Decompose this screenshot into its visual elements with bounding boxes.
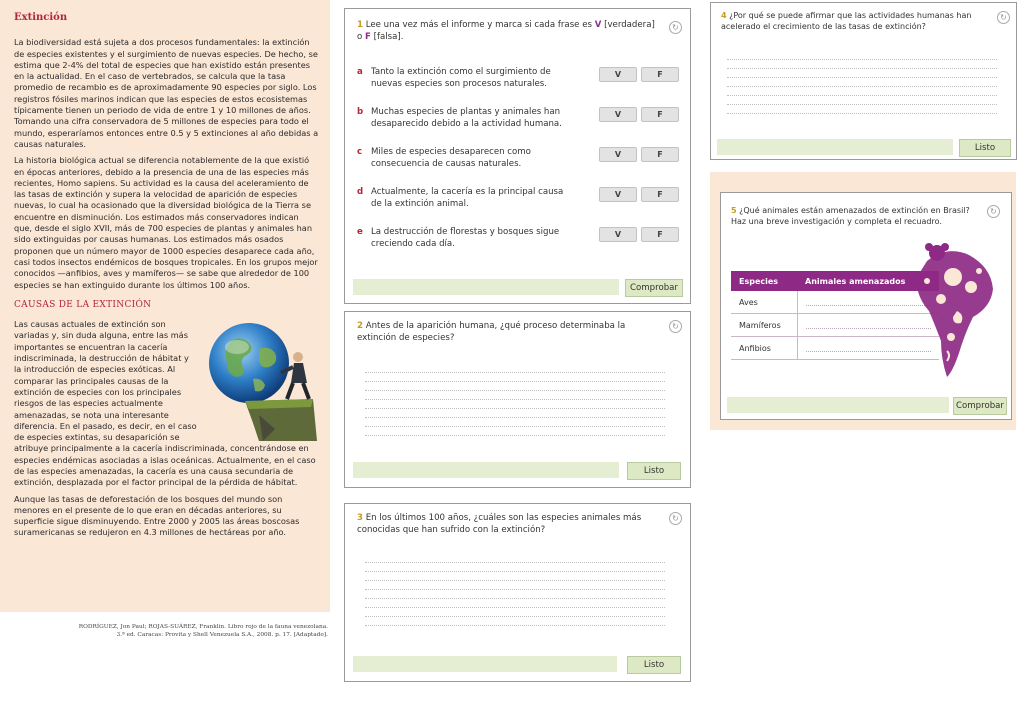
statement-a-true-button[interactable]: V bbox=[599, 67, 637, 82]
row-label-aves: Aves bbox=[731, 291, 797, 314]
statement-letter: b bbox=[357, 107, 364, 117]
south-america-animals-illustration bbox=[907, 241, 997, 379]
statement-b-true-button[interactable]: V bbox=[599, 107, 637, 122]
statement-d-true-button[interactable]: V bbox=[599, 187, 637, 202]
reading-paragraph-4: Aunque las tasas de deforestación de los bosques del mundo son menores en el presente de lo que eran en décadas anteriores, su superficie sigue disminuyendo. Entre 2000 y 2005 las áreas boscosas suramericanas se redujeron en 4.3 millones de hectáreas por año. bbox=[14, 493, 300, 538]
question-1-prompt bbox=[357, 19, 657, 43]
question-3-done-button[interactable]: Listo bbox=[627, 656, 681, 674]
statement-b-false-button[interactable]: F bbox=[641, 107, 679, 122]
causes-block bbox=[14, 319, 319, 488]
question-4-done-button[interactable]: Listo bbox=[959, 139, 1011, 157]
question-2-prompt bbox=[357, 320, 657, 344]
question-3-answer-bar bbox=[353, 656, 617, 672]
statement-c-false-button[interactable]: F bbox=[641, 147, 679, 162]
question-4-reset-icon[interactable]: ↻ bbox=[997, 11, 1010, 24]
reading-paragraph-1: La biodiversidad está sujeta a dos procesos fundamentales: la extinción de especies existentes y el surgimiento de nuevas especies. De hecho, se estima que 2-4% del total de especies que han existido están presentes en la actualidad. En el caso de vertebrados, se calcula que la tasa promedio de recambio es de aproximadamente 90 especies por siglo. Los registros fósiles marinos indican que las especies de estos ecosistemas típicamente tienen un periodo de vida de entre 1 y 10 millones de años. Tomando una cifra conservadora de 5 millones de especies para todo el mundo, esperaríamos entonces entre 0.5 y 5 extinciones al año debidas a causas naturales. bbox=[14, 37, 319, 149]
statement-text: Muchas especies de plantas y animales han desaparecido debido a la actividad humana. bbox=[371, 107, 562, 129]
statement-letter: d bbox=[357, 187, 364, 197]
question-2-answer-area[interactable] bbox=[365, 372, 665, 444]
question-2-number: 2 bbox=[357, 321, 363, 331]
row-label-anfibios: Anfibios bbox=[731, 337, 797, 360]
statement-a-false-button[interactable]: F bbox=[641, 67, 679, 82]
reading-subtitle: CAUSAS DE LA EXTINCIÓN bbox=[14, 299, 152, 310]
question-3-reset-icon[interactable]: ↻ bbox=[669, 512, 682, 525]
question-4-number: 4 bbox=[721, 11, 727, 20]
statement-text: Miles de especies desaparecen como consecuencia de causas naturales. bbox=[371, 147, 531, 169]
column-species-header: Especies bbox=[731, 271, 797, 291]
row-label-mamiferos: Mamíferos bbox=[731, 314, 797, 337]
citation-line-2: 3.ª ed. Caracas: Provita y Shell Venezuela S.A., 2008. p. 17. [Adaptado]. bbox=[116, 632, 328, 638]
question-5-answer-bar bbox=[727, 397, 949, 413]
question-4-prompt bbox=[721, 10, 993, 32]
question-5-number: 5 bbox=[731, 206, 737, 215]
question-1-text-a: Lee una vez más el informe y marca si cada frase es bbox=[365, 20, 595, 30]
question-4-text: ¿Por qué se puede afirmar que las actividades humanas han acelerado el crecimiento de las tasas de extinción? bbox=[721, 11, 972, 31]
question-5-check-button[interactable]: Comprobar bbox=[953, 397, 1007, 415]
question-1-reset-icon[interactable]: ↻ bbox=[669, 21, 682, 34]
question-4-answer-bar bbox=[717, 139, 953, 155]
statement-d-false-button[interactable]: F bbox=[641, 187, 679, 202]
question-4-card bbox=[710, 2, 1017, 160]
reading-content bbox=[14, 8, 319, 544]
statement-letter: a bbox=[357, 67, 363, 77]
statement-e-false-button[interactable]: F bbox=[641, 227, 679, 242]
question-3-prompt bbox=[357, 512, 657, 536]
reading-title: Extinción bbox=[14, 12, 68, 23]
question-2-card bbox=[344, 311, 691, 488]
question-2-text: Antes de la aparición humana, ¿qué proceso determinaba la extinción de especies? bbox=[357, 321, 626, 343]
statement-text: Actualmente, la cacería es la principal causa de la extinción animal. bbox=[371, 187, 564, 209]
question-2-reset-icon[interactable]: ↻ bbox=[669, 320, 682, 333]
question-2-done-button[interactable]: Listo bbox=[627, 462, 681, 480]
man-pushing-globe-illustration bbox=[201, 319, 319, 441]
reading-paragraph-2: La historia biológica actual se diferencia notablemente de la que existió en épocas anteriores, debido a la presencia de una de las especies más recientes, Homo sapiens. Su actividad es la causa del aceleramiento de las tasas de extinción y supera la velocidad de aparición de especies nuevas, lo cual ha ocasionado que la diversidad biológica de la Tierra se encuentre en disminución. Los estimados más conservadores indican que, desde el siglo XVII, más de 700 especies de plantas y animales han sido extinguidas por causas humanas. Los estimados más osados proponen que un número mayor de 1000 especies desaparece cada año, casi todos insectos endémicos de bosques tropicales. En los grupos mejor conocidos —anfibios, aves y mamíferos— se sabe que alrededor de 100 especies se han extinguido durante los últimos 100 años. bbox=[14, 155, 318, 290]
question-2-answer-bar bbox=[353, 462, 619, 478]
column-threatened-header: Animales amenazados bbox=[797, 271, 939, 291]
question-3-number: 3 bbox=[357, 513, 363, 523]
statement-text: La destrucción de florestas y bosques sigue creciendo cada día. bbox=[371, 227, 560, 249]
question-5-prompt bbox=[731, 205, 983, 227]
statement-letter: e bbox=[357, 227, 363, 237]
question-3-text: En los últimos 100 años, ¿cuáles son las especies animales más conocidas que han sufrido con la extinción? bbox=[357, 513, 642, 535]
f-mark: F bbox=[365, 32, 371, 42]
reading-panel bbox=[0, 0, 330, 612]
reading-paragraph-3: Las causas actuales de extinción son variadas y, sin duda alguna, entre las más importantes se encuentran la cacería indiscriminada, la destrucción de hábitat y la introducción de especies exóticas. Al comparar las principales causas de la extinción de especies con los principales riesgos de las especies actualmente amenazadas, se nota una interesante diferencia. En el pasado, es decir, en el caso de especies extintas, su desaparición se atribuye principalmente a la cacería indiscriminada, concentrándose en especies endémicas asociadas a islas oceánicas. Actualmente, en el caso de las especies amenazadas, la cacería es una causa secundaria de extinción, desplazada por el factor principal de la pérdida de hábitat. bbox=[14, 319, 316, 488]
question-5-reset-icon[interactable]: ↻ bbox=[987, 205, 1000, 218]
statement-letter: c bbox=[357, 147, 363, 157]
statement-text: Tanto la extinción como el surgimiento de nuevas especies son procesos naturales. bbox=[371, 67, 551, 89]
question-1-number: 1 bbox=[357, 20, 363, 30]
question-1-text-c: [falsa]. bbox=[370, 32, 404, 42]
citation-line-1: RODRÍGUEZ, Jon Paul; ROJAS-SUÁREZ, Franklin. Libro rojo de la fauna venezolana. bbox=[78, 624, 328, 630]
question-1-check-button[interactable]: Comprobar bbox=[625, 279, 683, 297]
statement-e-true-button[interactable]: V bbox=[599, 227, 637, 242]
question-1-feedback-bar bbox=[353, 279, 619, 295]
v-mark: V bbox=[594, 20, 602, 30]
question-3-card bbox=[344, 503, 691, 682]
question-3-answer-area[interactable] bbox=[365, 562, 665, 634]
question-4-answer-area[interactable] bbox=[727, 59, 997, 122]
statement-c-true-button[interactable]: V bbox=[599, 147, 637, 162]
question-5-card bbox=[720, 192, 1012, 420]
question-5-text: ¿Qué animales están amenazados de extinción en Brasil? Haz una breve investigación y completa el recuadro. bbox=[731, 206, 970, 226]
question-1-text-b: [verdadera] o bbox=[357, 20, 655, 42]
question-1-card bbox=[344, 8, 691, 304]
reading-citation bbox=[60, 623, 328, 639]
